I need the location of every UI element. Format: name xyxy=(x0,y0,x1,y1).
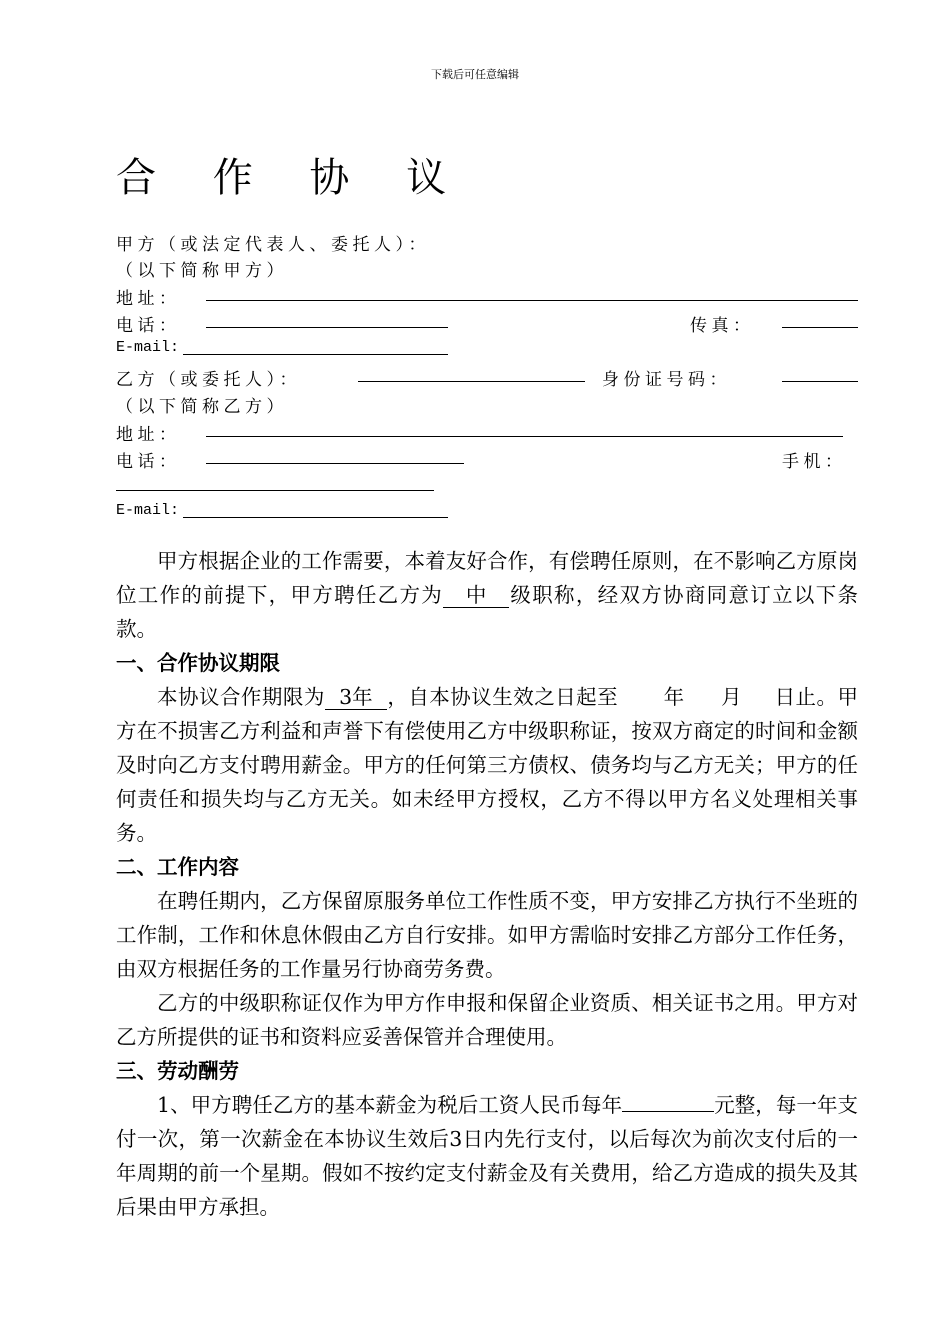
salary-field[interactable] xyxy=(622,1111,714,1112)
party-b-address-label: 地址： xyxy=(116,425,181,445)
party-b-email-label: E-mail: xyxy=(116,502,180,519)
party-b-email-line[interactable] xyxy=(183,517,448,518)
section-2-paragraph-1: 在聘任期内，乙方保留原服务单位工作性质不变，甲方安排乙方执行不坐班的工作制，工作和休息休假由乙方自行安排。如甲方需临时安排乙方部分工作任务，由双方根据任务的工作量另行协商劳务费。 xyxy=(116,889,858,981)
party-a-fax-label: 传真： xyxy=(690,316,755,336)
party-b-mobile-line[interactable] xyxy=(116,490,434,491)
sec1-text-b: ，自本协议生效之日起至 xyxy=(386,685,619,709)
party-b-label: 乙方（或委托人）： xyxy=(116,370,301,390)
term-field[interactable]: 3年 xyxy=(325,685,387,710)
sec1-text-c: 甲方在不损害乙方利益和声誉下有偿使用乙方中级职称证，按双方商定的时间和金额及时向乙方支付聘用薪金。甲方的任何第三方债权、债务均与乙方无关；甲方的任何责任和损失均与乙方无关。如未经甲方授权，乙方不得以甲方名义处理相关事务。 xyxy=(116,685,859,845)
section-2-heading: 二、工作内容 xyxy=(116,855,239,879)
party-b-short-label: （以下简称乙方） xyxy=(116,397,288,417)
party-b-address-line[interactable] xyxy=(206,436,843,437)
party-a-email-label: E-mail: xyxy=(116,339,180,356)
party-a-address-line[interactable] xyxy=(206,300,858,301)
party-a-label: 甲方（或法定代表人、委托人）： xyxy=(116,235,430,255)
party-a-phone-line[interactable] xyxy=(206,327,448,328)
year-label: 年 xyxy=(663,685,685,709)
intro-text-1: 甲方根据企业的工作需要，本着友好合作，有偿聘任原则，在不影响乙方原岗位工作的前提下，甲方聘任乙方为 xyxy=(116,549,858,607)
header-note: 下载后可任意编辑 xyxy=(431,68,519,81)
party-a-phone-label: 电话： xyxy=(116,316,181,336)
party-a-fax-line[interactable] xyxy=(782,327,858,328)
intro-text-2: 级职称，经双方协商同意订立以下条款。 xyxy=(116,583,859,641)
party-b-id-line[interactable] xyxy=(782,381,858,382)
party-a-address-label: 地址： xyxy=(116,289,181,309)
sec3-text-b: 元整，每一年支付一次，第一次薪金在本协议生效后3日内先行支付，以后每次为前次支付后的一年周期的前一个星期。假如不按约定支付薪金及有关费用，给乙方造成的损失及其后果由甲方承担。 xyxy=(116,1093,858,1219)
month-label: 月 xyxy=(720,685,743,709)
intro-paragraph xyxy=(116,544,858,646)
party-b-id-label: 身份证号码： xyxy=(602,370,731,390)
section-1-paragraph xyxy=(116,680,858,850)
party-b-phone-label: 电话： xyxy=(116,452,181,472)
party-a-short-label: （以下简称甲方） xyxy=(116,261,288,281)
party-a-email-line[interactable] xyxy=(183,354,448,355)
party-b-phone-line[interactable] xyxy=(206,463,464,464)
section-3-paragraph-1 xyxy=(116,1088,858,1224)
document-title: 合 作 协 议 xyxy=(116,155,469,201)
title-level-field[interactable]: 中 xyxy=(443,583,509,608)
section-1-heading: 一、合作协议期限 xyxy=(116,651,280,675)
sec1-text-a: 本协议合作期限为 xyxy=(157,685,325,709)
party-b-name-line[interactable] xyxy=(358,381,585,382)
section-2-paragraph-2: 乙方的中级职称证仅作为甲方作申报和保留企业资质、相关证书之用。甲方对乙方所提供的证书和资料应妥善保管并合理使用。 xyxy=(116,991,858,1049)
sec3-text-a: 1、甲方聘任乙方的基本薪金为税后工资人民币每年 xyxy=(157,1093,623,1117)
party-b-mobile-label: 手机： xyxy=(782,452,847,472)
section-3-heading: 三、劳动酬劳 xyxy=(116,1059,239,1083)
day-end-label: 日止。 xyxy=(774,685,838,709)
agreement-body xyxy=(116,544,858,1224)
